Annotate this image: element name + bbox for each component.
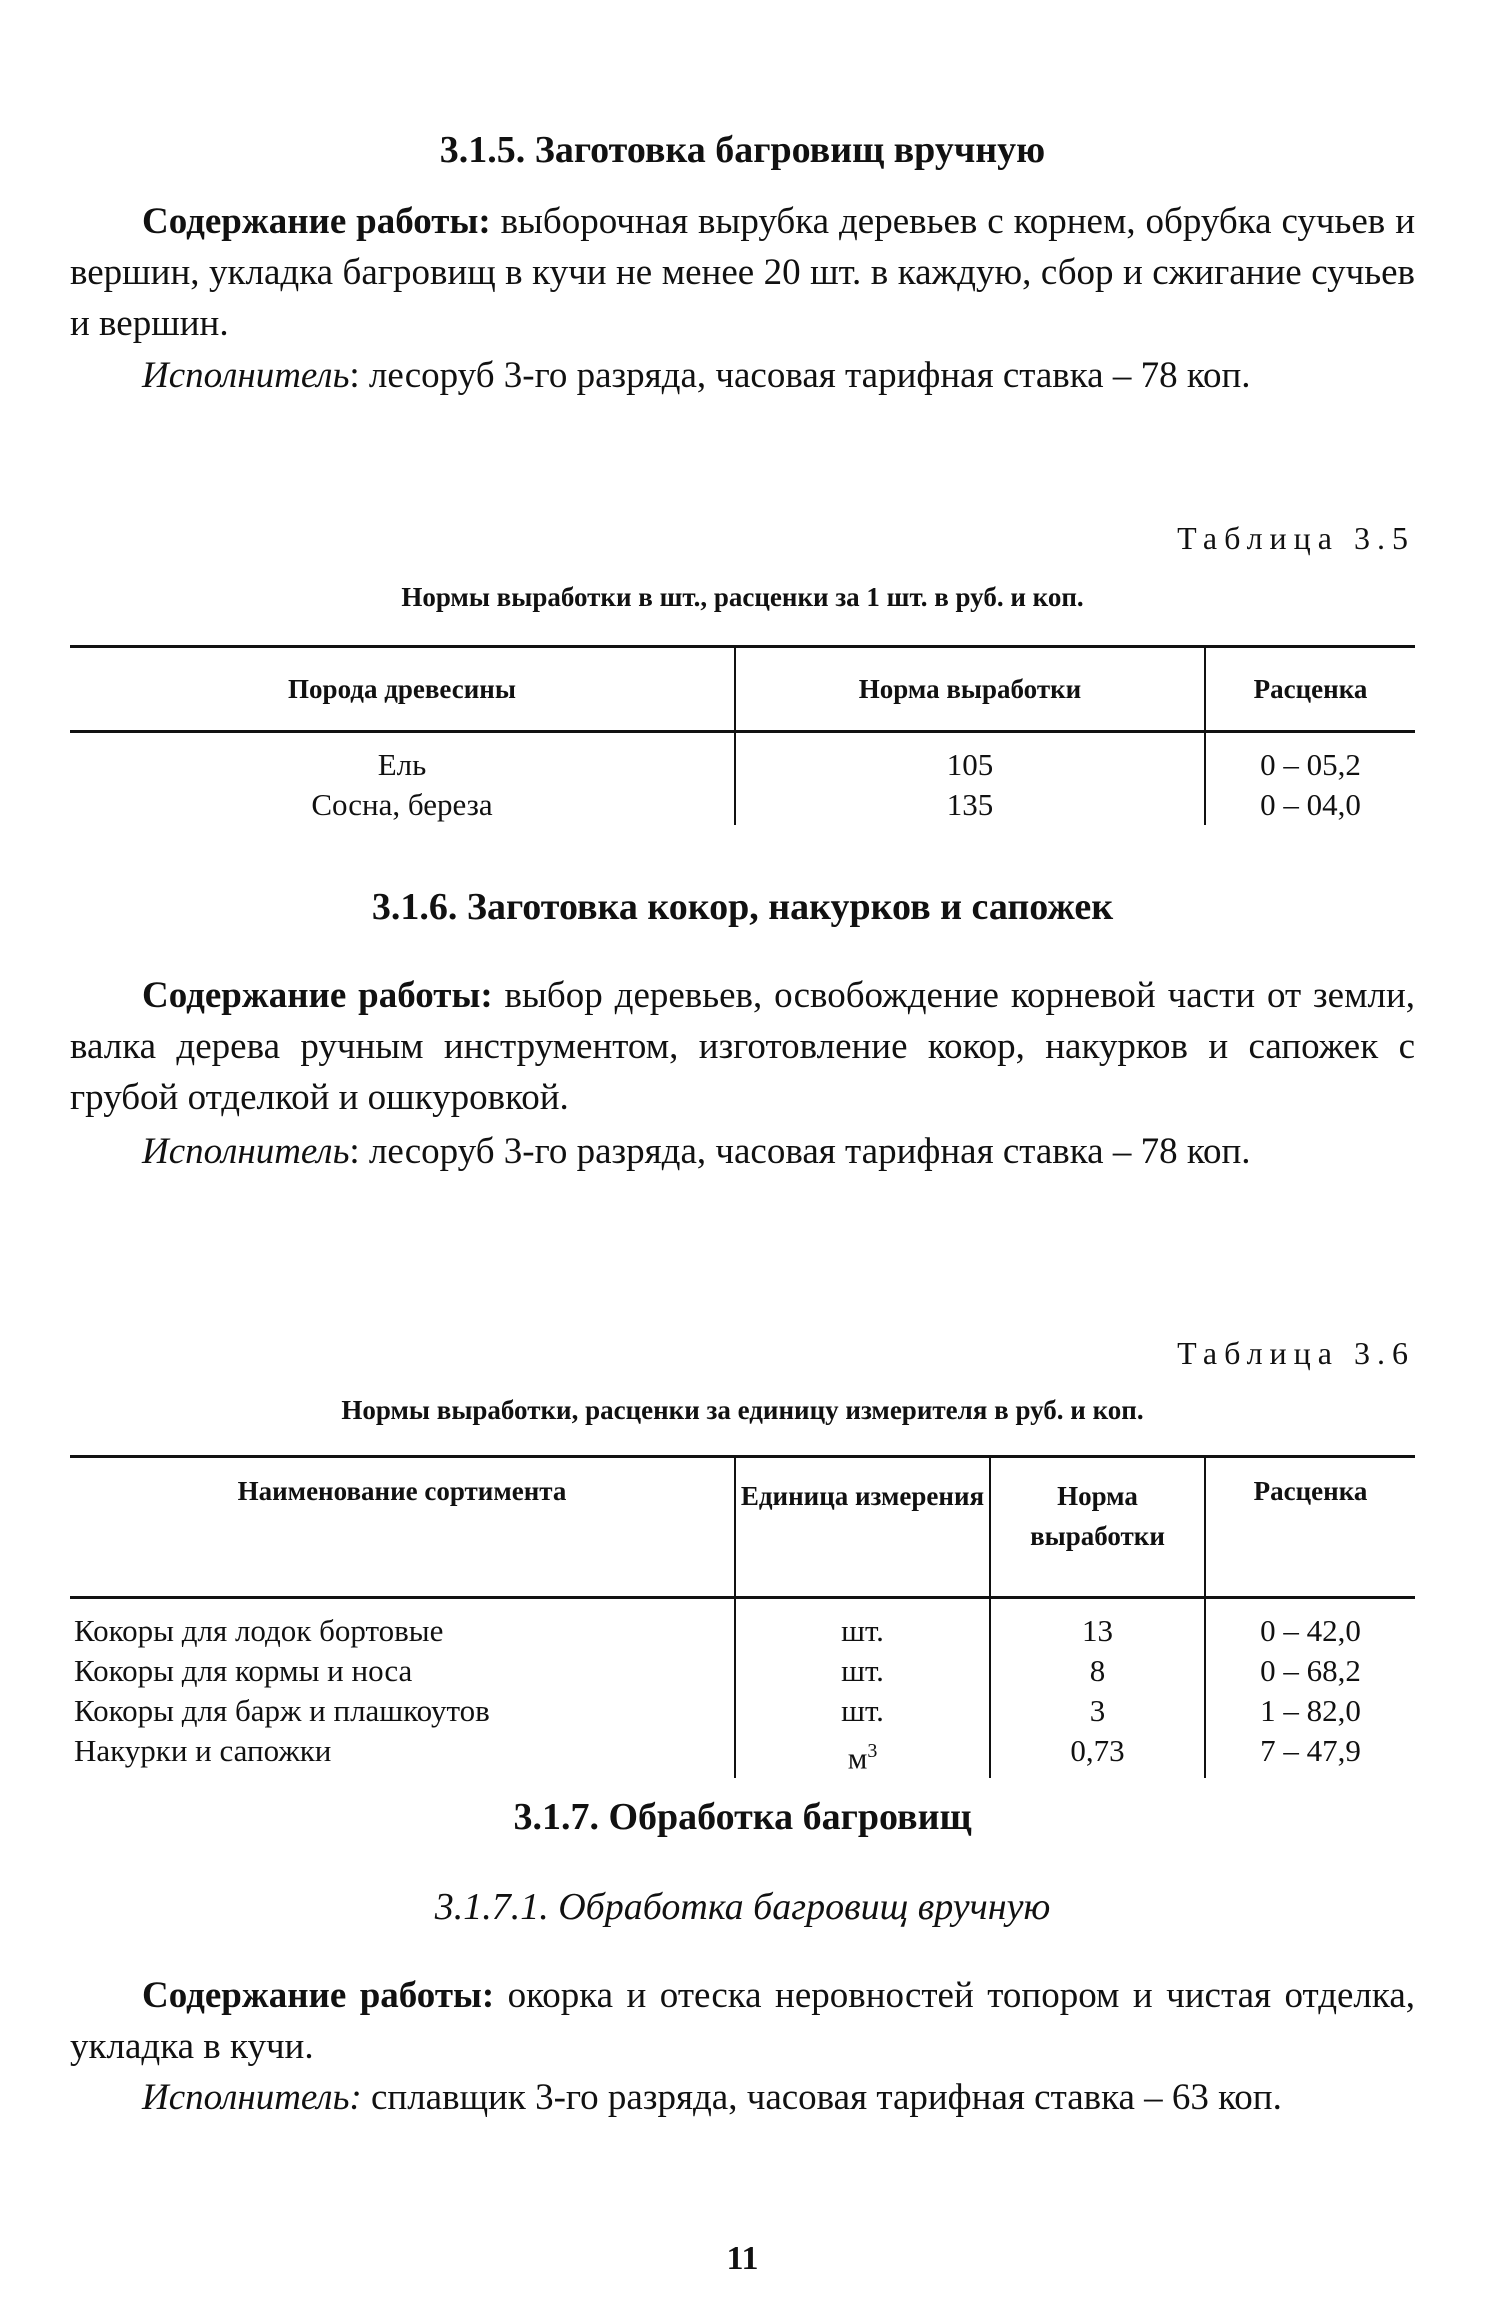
unit-text: м — [847, 1740, 868, 1776]
content-text: выбор деревьев, освобождение корневой части от земли, валка дерева ручным инструментом, изготовление кокор, накурков и сапожек с грубой отделкой и ошкуровкой. — [70, 975, 1415, 1118]
header-cell: Порода древесины — [70, 647, 735, 732]
section-3-1-7-1-executor — [70, 2072, 1415, 2123]
section-3-1-6-executor — [70, 1126, 1415, 1177]
table-cell: 13 — [990, 1598, 1205, 1652]
table-cell: 0 – 68,2 — [1205, 1651, 1415, 1691]
executor-label: Исполнитель: — [142, 2077, 362, 2118]
header-cell: Расценка — [1205, 647, 1415, 732]
table-row — [70, 1731, 1415, 1778]
table-cell: шт. — [735, 1691, 990, 1731]
section-3-1-5-executor — [70, 350, 1415, 401]
table-row — [70, 732, 1415, 786]
section-3-1-7-title: 3.1.7. Обработка багровищ — [513, 1796, 972, 1838]
section-3-1-5-content — [70, 196, 1415, 349]
table-3-5-label: Таблица 3.5 — [1177, 520, 1415, 556]
table-3-5 — [70, 645, 1415, 825]
table-3-6-label: Таблица 3.6 — [1177, 1335, 1415, 1371]
table-cell: 0 – 05,2 — [1205, 732, 1415, 786]
executor-text: сплавщик 3-го разряда, часовая тарифная ставка – 63 коп. — [361, 2077, 1282, 2118]
table-row — [70, 785, 1415, 825]
section-3-1-7-1-subtitle: 3.1.7.1. Обработка багровищ вручную — [434, 1886, 1051, 1928]
header-cell: Расценка — [1205, 1457, 1415, 1598]
table-header-row — [70, 647, 1415, 732]
table-3-6 — [70, 1455, 1415, 1778]
table-row — [70, 1691, 1415, 1731]
table-cell: Сосна, береза — [311, 787, 493, 822]
table-cell: Накурки и сапожки — [74, 1733, 332, 1768]
executor-text: : лесоруб 3-го разряда, часовая тарифная ставка – 78 коп. — [349, 355, 1251, 396]
table-cell: Ель — [377, 747, 427, 782]
table-cell — [735, 1731, 990, 1778]
table-cell: 8 — [990, 1651, 1205, 1691]
section-3-1-5-title: 3.1.5. Заготовка багровищ вручную — [439, 129, 1046, 171]
executor-label: Исполнитель — [142, 1131, 350, 1172]
table-cell: 3 — [990, 1691, 1205, 1731]
table-cell: шт. — [735, 1651, 990, 1691]
table-cell: 1 – 82,0 — [1205, 1691, 1415, 1731]
table-cell: 7 – 47,9 — [1205, 1731, 1415, 1778]
content-text: выборочная вырубка деревьев с корнем, обрубка сучьев и вершин, укладка багровищ в кучи не менее 20 шт. в каждую, сбор и сжигание сучьев и вершин. — [70, 201, 1415, 344]
section-3-1-7-1-content — [70, 1970, 1415, 2072]
table-cell: Кокоры для кормы и носа — [74, 1653, 413, 1688]
unit-superscript: 3 — [867, 1740, 878, 1762]
table-cell: шт. — [735, 1598, 990, 1652]
header-cell: Норма выработки — [990, 1457, 1205, 1598]
page-number: 11 — [726, 2240, 759, 2277]
table-3-6-caption: Нормы выработки, расценки за единицу измерителя в руб. и коп. — [341, 1395, 1144, 1425]
content-text: окорка и отеска неровностей топором и чистая отделка, укладка в кучи. — [70, 1975, 1415, 2067]
section-3-1-6-content — [70, 970, 1415, 1123]
header-cell: Единица измерения — [735, 1457, 990, 1598]
content-label: Содержание работы: — [142, 201, 491, 242]
table-cell: 135 — [735, 785, 1205, 825]
executor-label: Исполнитель — [142, 355, 350, 396]
table-cell: 0,73 — [990, 1731, 1205, 1778]
table-cell: Кокоры для лодок бортовые — [74, 1613, 444, 1648]
content-label: Содержание работы: — [142, 975, 493, 1016]
section-3-1-6-title: 3.1.6. Заготовка кокор, накурков и сапожек — [371, 886, 1114, 928]
table-cell: 0 – 04,0 — [1205, 785, 1415, 825]
table-header-row — [70, 1457, 1415, 1598]
table-cell: 105 — [735, 732, 1205, 786]
table-3-5-caption: Нормы выработки в шт., расценки за 1 шт. в руб. и коп. — [401, 582, 1084, 612]
table-cell: Кокоры для барж и плашкоутов — [74, 1693, 490, 1728]
header-cell: Наименование сортимента — [70, 1457, 735, 1598]
table-cell: 0 – 42,0 — [1205, 1598, 1415, 1652]
table-row — [70, 1651, 1415, 1691]
content-label: Содержание работы: — [142, 1975, 495, 2016]
executor-text: : лесоруб 3-го разряда, часовая тарифная ставка – 78 коп. — [349, 1131, 1251, 1172]
table-row — [70, 1598, 1415, 1652]
header-cell: Норма выработки — [735, 647, 1205, 732]
